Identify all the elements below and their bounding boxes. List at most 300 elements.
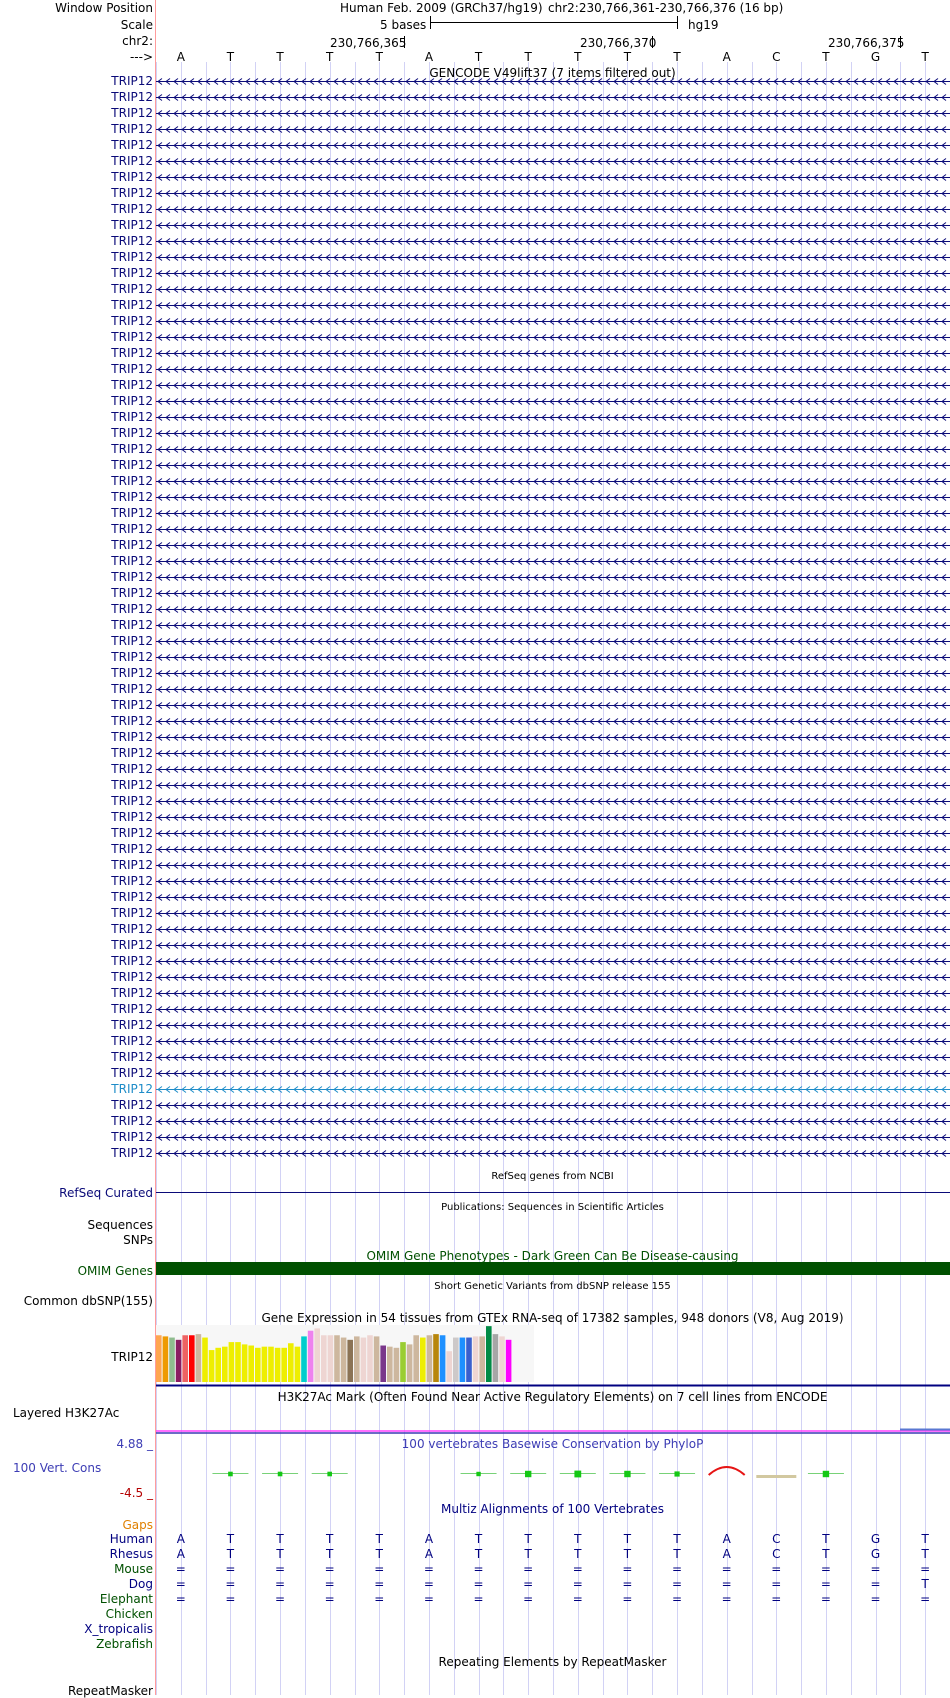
species-label[interactable]: Mouse: [114, 1562, 153, 1576]
alignment-base: T: [226, 1532, 235, 1546]
gene-label[interactable]: TRIP12: [111, 778, 153, 792]
gene-label[interactable]: TRIP12: [111, 234, 153, 248]
gtex-tissue-bar[interactable]: [163, 1336, 169, 1382]
alignment-base: =: [324, 1577, 335, 1591]
gene-track-row[interactable]: [156, 287, 950, 293]
gtex-tissue-bar[interactable]: [400, 1342, 406, 1382]
gene-label[interactable]: TRIP12: [111, 602, 153, 616]
gene-track-row[interactable]: [156, 1087, 950, 1093]
phylop-mark: [756, 1475, 796, 1478]
gtex-tissue-bar[interactable]: [301, 1336, 307, 1382]
base-letter: T: [276, 50, 284, 64]
gene-label[interactable]: TRIP12: [111, 1098, 153, 1112]
gene-track-row[interactable]: [156, 591, 950, 597]
gene-track-row[interactable]: [156, 207, 950, 213]
gene-label[interactable]: TRIP12: [111, 138, 153, 152]
repeatmasker-label[interactable]: RepeatMasker: [67, 1684, 153, 1698]
base-letter: T: [524, 50, 532, 64]
alignment-base: T: [326, 1547, 334, 1561]
gtex-tissue-bar[interactable]: [506, 1340, 512, 1382]
species-label[interactable]: Rhesus: [109, 1547, 153, 1561]
gene-track-row[interactable]: [156, 1103, 950, 1109]
alignment-base: =: [275, 1592, 286, 1606]
alignment-base: =: [920, 1562, 931, 1576]
gene-label[interactable]: TRIP12: [111, 554, 153, 568]
gene-track-row[interactable]: [156, 335, 950, 341]
species-label[interactable]: Zebrafish: [96, 1637, 153, 1651]
gene-track-row[interactable]: [156, 1119, 950, 1125]
tick-label: 230,766,375: [828, 36, 905, 50]
gene-track-row[interactable]: [156, 879, 950, 885]
gtex-tissue-bar[interactable]: [202, 1338, 208, 1382]
gtex-tissue-bar[interactable]: [486, 1326, 492, 1382]
gene-track-row[interactable]: [156, 367, 950, 373]
alignment-base: A: [176, 1547, 185, 1561]
gene-track-row[interactable]: [156, 1023, 950, 1029]
alignment-base: =: [820, 1562, 831, 1576]
gene-track-row[interactable]: [156, 543, 950, 549]
gene-label[interactable]: TRIP12: [111, 682, 153, 696]
gene-label[interactable]: TRIP12: [111, 1050, 153, 1064]
gtex-tissue-bar[interactable]: [433, 1334, 439, 1382]
refseq-label[interactable]: RefSeq Curated: [59, 1186, 153, 1200]
gtex-tissue-bar[interactable]: [182, 1335, 188, 1382]
gene-track-row[interactable]: [156, 1151, 950, 1157]
gene-track-row[interactable]: [156, 575, 950, 581]
gtex-tissue-bar[interactable]: [255, 1348, 261, 1382]
gene-track-row[interactable]: [156, 431, 950, 437]
species-label[interactable]: Human: [109, 1532, 153, 1546]
gene-track-row[interactable]: [156, 351, 950, 357]
gene-label[interactable]: TRIP12: [111, 346, 153, 360]
alignment-base: =: [820, 1592, 831, 1606]
omim-label[interactable]: OMIM Genes: [77, 1264, 153, 1278]
gene-track-row[interactable]: [156, 719, 950, 725]
gene-label[interactable]: TRIP12: [111, 1114, 153, 1128]
gtex-tissue-bar[interactable]: [275, 1348, 281, 1382]
gene-label[interactable]: TRIP12: [111, 458, 153, 472]
gene-label[interactable]: TRIP12: [111, 186, 153, 200]
gene-track-row[interactable]: [156, 383, 950, 389]
gene-track-row[interactable]: [156, 223, 950, 229]
alignment-base: A: [176, 1532, 185, 1546]
alignment-base: T: [921, 1547, 929, 1561]
gtex-tissue-bar[interactable]: [268, 1347, 274, 1382]
gtex-tissue-bar[interactable]: [460, 1338, 466, 1382]
gene-track-row[interactable]: [156, 1007, 950, 1013]
gene-label[interactable]: TRIP12: [111, 586, 153, 600]
gene-track-row[interactable]: [156, 767, 950, 773]
gene-label[interactable]: TRIP12: [111, 394, 153, 408]
base-letter: C: [772, 50, 781, 64]
gene-track-row[interactable]: [156, 911, 950, 917]
gene-label[interactable]: TRIP12: [111, 762, 153, 776]
alignment-base: T: [474, 1532, 483, 1546]
phylop-mark: [525, 1471, 531, 1477]
gene-track-row[interactable]: [156, 751, 950, 757]
gene-label[interactable]: TRIP12: [111, 442, 153, 456]
gene-track-row[interactable]: [156, 623, 950, 629]
gene-track-row[interactable]: [156, 191, 950, 197]
gtex-tissue-bar[interactable]: [493, 1334, 499, 1382]
alignment-base: =: [175, 1592, 186, 1606]
alignment-base: A: [722, 1547, 731, 1561]
gene-label[interactable]: TRIP12: [111, 74, 153, 88]
gtex-tissue-bar[interactable]: [499, 1336, 505, 1382]
gtex-track-title[interactable]: Gene Expression in 54 tissues from GTEx RNA-seq of 17382 samples, 948 donors (V8, Aug 2019): [261, 1311, 844, 1325]
gene-track-row[interactable]: [156, 415, 950, 421]
alignment-base: =: [473, 1577, 484, 1591]
gtex-tissue-bar[interactable]: [413, 1335, 419, 1382]
gene-track-row[interactable]: [156, 159, 950, 165]
gtex-tissue-bar[interactable]: [189, 1335, 195, 1382]
conservation-ymax: 4.88 _: [116, 1437, 153, 1451]
alignment-base: =: [820, 1577, 831, 1591]
window-position-label: Window Position: [55, 1, 153, 15]
chr-label: chr2:: [122, 34, 153, 48]
phylop-mark: [278, 1472, 283, 1477]
multiz-track-title[interactable]: Multiz Alignments of 100 Vertebrates: [440, 1502, 665, 1516]
gene-track-row[interactable]: [156, 111, 950, 117]
gene-label[interactable]: TRIP12: [111, 954, 153, 968]
alignment-base: =: [473, 1562, 484, 1576]
gene-label[interactable]: TRIP12: [111, 714, 153, 728]
strand-label: --->: [129, 50, 153, 64]
gene-track-row[interactable]: [156, 655, 950, 661]
gene-track-row[interactable]: [156, 527, 950, 533]
gene-label[interactable]: TRIP12: [111, 938, 153, 952]
gene-label[interactable]: TRIP12: [111, 314, 153, 328]
alignment-base: =: [572, 1577, 583, 1591]
gtex-tissue-bar[interactable]: [321, 1335, 327, 1382]
alignment-base: T: [574, 1532, 582, 1546]
alignment-base: =: [920, 1592, 931, 1606]
scale-text: 5 bases: [380, 18, 427, 32]
gene-track-row[interactable]: [156, 303, 950, 309]
gtex-tissue-bar[interactable]: [334, 1335, 340, 1382]
gene-label[interactable]: TRIP12: [111, 90, 153, 104]
phylop-mark: [823, 1471, 829, 1477]
gene-label[interactable]: TRIP12: [111, 218, 153, 232]
gene-label[interactable]: TRIP12: [111, 250, 153, 264]
phylop-mark: [228, 1472, 233, 1477]
h3k27ac-label[interactable]: Layered H3K27Ac: [13, 1406, 120, 1420]
h3k27ac-track-title[interactable]: H3K27Ac Mark (Often Found Near Active Regulatory Elements) on 7 cell lines from ENCODE: [277, 1390, 828, 1404]
gene-track-row[interactable]: [156, 639, 950, 645]
gene-track-row[interactable]: [156, 271, 950, 277]
gene-track-row[interactable]: [156, 559, 950, 565]
conservation-track-title[interactable]: 100 vertebrates Basewise Conservation by PhyloP: [401, 1437, 704, 1451]
gene-track-row[interactable]: [156, 143, 950, 149]
alignment-base: G: [870, 1532, 881, 1546]
alignment-base: T: [375, 1547, 383, 1561]
gtex-tissue-bar[interactable]: [215, 1348, 221, 1382]
gtex-tissue-bar[interactable]: [341, 1338, 347, 1382]
gene-label[interactable]: TRIP12: [111, 410, 153, 424]
alignment-base: T: [524, 1532, 532, 1546]
alignment-base: =: [771, 1592, 782, 1606]
alignment-base: =: [523, 1562, 534, 1576]
alignment-base: T: [474, 1547, 483, 1561]
gtex-tissue-bar[interactable]: [328, 1335, 334, 1382]
alignment-base: =: [870, 1562, 881, 1576]
refseq-track-title[interactable]: RefSeq genes from NCBI: [491, 1171, 614, 1182]
alignment-base: A: [722, 1532, 731, 1546]
gtex-tissue-bar[interactable]: [361, 1338, 367, 1382]
alignment-base: =: [870, 1592, 881, 1606]
alignment-base: =: [324, 1592, 335, 1606]
sequences-label[interactable]: Sequences: [87, 1218, 153, 1232]
gene-track-row[interactable]: [156, 1135, 950, 1141]
species-label[interactable]: Elephant: [99, 1592, 153, 1606]
gene-track-row[interactable]: [156, 671, 950, 677]
gtex-tissue-bar[interactable]: [394, 1348, 400, 1382]
gtex-tissue-bar[interactable]: [156, 1335, 162, 1382]
gtex-tissue-bar[interactable]: [308, 1331, 314, 1382]
gene-track-row[interactable]: [156, 175, 950, 181]
gtex-tissue-bar[interactable]: [387, 1347, 393, 1382]
gene-track-row[interactable]: [156, 863, 950, 869]
gene-track-row[interactable]: [156, 1055, 950, 1061]
gtex-tissue-bar[interactable]: [209, 1350, 215, 1382]
gtex-tissue-bar[interactable]: [367, 1335, 373, 1382]
gene-track-row[interactable]: [156, 255, 950, 261]
gtex-tissue-bar[interactable]: [453, 1338, 459, 1382]
gene-track-row[interactable]: [156, 991, 950, 997]
gene-track-row[interactable]: [156, 735, 950, 741]
gene-label[interactable]: TRIP12: [111, 298, 153, 312]
gtex-tissue-bar[interactable]: [176, 1340, 182, 1382]
dbsnp-track-title[interactable]: Short Genetic Variants from dbSNP release 155: [434, 1281, 671, 1292]
gene-track-row[interactable]: [156, 239, 950, 245]
gene-label[interactable]: TRIP12: [111, 874, 153, 888]
alignment-base: =: [572, 1592, 583, 1606]
phylop-mark: [574, 1471, 581, 1478]
gene-track-row[interactable]: [156, 447, 950, 453]
gtex-tissue-bar[interactable]: [229, 1342, 235, 1382]
alignment-base: =: [225, 1577, 236, 1591]
gene-label[interactable]: TRIP12: [111, 1130, 153, 1144]
gene-label[interactable]: TRIP12: [111, 154, 153, 168]
gtex-tissue-bar[interactable]: [380, 1346, 386, 1382]
gene-label[interactable]: TRIP12: [111, 1002, 153, 1016]
alignment-base: =: [771, 1562, 782, 1576]
base-letter: T: [326, 50, 334, 64]
gene-track-row[interactable]: [156, 783, 950, 789]
alignment-base: T: [921, 1577, 929, 1591]
gene-label[interactable]: TRIP12: [111, 826, 153, 840]
gene-label[interactable]: TRIP12: [111, 890, 153, 904]
gene-label[interactable]: TRIP12: [111, 266, 153, 280]
gtex-tissue-bar[interactable]: [479, 1336, 485, 1382]
species-label[interactable]: X_tropicalis: [84, 1622, 153, 1636]
gene-label[interactable]: TRIP12: [111, 1034, 153, 1048]
gene-label[interactable]: TRIP12: [111, 666, 153, 680]
conservation-ymin: -4.5 _: [119, 1486, 153, 1500]
gaps-label: Gaps: [122, 1518, 153, 1532]
gene-label[interactable]: TRIP12: [111, 426, 153, 440]
gtex-tissue-bar[interactable]: [222, 1347, 228, 1382]
base-letter: T: [375, 50, 383, 64]
gene-track-row[interactable]: [156, 895, 950, 901]
alignment-base: =: [423, 1592, 434, 1606]
alignment-base: =: [622, 1562, 633, 1576]
gene-label[interactable]: TRIP12: [111, 378, 153, 392]
alignment-base: =: [374, 1592, 385, 1606]
gene-label[interactable]: TRIP12: [111, 570, 153, 584]
alignment-base: T: [276, 1547, 284, 1561]
gene-label[interactable]: TRIP12: [111, 538, 153, 552]
gene-label[interactable]: TRIP12: [111, 858, 153, 872]
gene-track-row[interactable]: [156, 847, 950, 853]
gtex-tissue-bar[interactable]: [196, 1334, 202, 1382]
gene-label[interactable]: TRIP12: [111, 810, 153, 824]
gene-track-row[interactable]: [156, 831, 950, 837]
species-label[interactable]: Dog: [128, 1577, 153, 1591]
gtex-tissue-bar[interactable]: [407, 1344, 413, 1382]
gtex-tissue-bar[interactable]: [295, 1347, 301, 1382]
base-letter: T: [226, 50, 235, 64]
gene-track-row[interactable]: [156, 959, 950, 965]
alignment-base: T: [524, 1547, 532, 1561]
gtex-tissue-bar[interactable]: [420, 1338, 426, 1382]
gene-label[interactable]: TRIP12: [111, 986, 153, 1000]
gene-label[interactable]: TRIP12: [111, 634, 153, 648]
gene-label[interactable]: TRIP12: [111, 698, 153, 712]
alignment-base: =: [672, 1562, 683, 1576]
species-label[interactable]: Chicken: [105, 1607, 153, 1621]
gtex-tissue-bar[interactable]: [466, 1338, 472, 1382]
base-letter: A: [176, 50, 185, 64]
alignment-base: C: [772, 1532, 781, 1546]
alignment-base: T: [623, 1547, 632, 1561]
gene-track-row[interactable]: [156, 463, 950, 469]
gene-track-row[interactable]: [156, 703, 950, 709]
gtex-tissue-bar[interactable]: [440, 1335, 446, 1382]
gene-label[interactable]: TRIP12: [111, 330, 153, 344]
alignment-base: =: [374, 1577, 385, 1591]
tick-label: 230,766,365: [330, 36, 407, 50]
alignment-base: =: [423, 1562, 434, 1576]
position-text[interactable]: chr2:230,766,361-230,766,376 (16 bp): [548, 1, 784, 15]
gene-label[interactable]: TRIP12: [111, 474, 153, 488]
gtex-label[interactable]: TRIP12: [111, 1350, 153, 1364]
gene-label[interactable]: TRIP12: [111, 1082, 153, 1096]
gene-label[interactable]: TRIP12: [111, 122, 153, 136]
gene-label[interactable]: TRIP12: [111, 522, 153, 536]
gene-label[interactable]: TRIP12: [111, 730, 153, 744]
gene-label[interactable]: TRIP12: [111, 106, 153, 120]
gene-track-row[interactable]: [156, 975, 950, 981]
alignment-base: =: [225, 1592, 236, 1606]
gene-label[interactable]: TRIP12: [111, 282, 153, 296]
gene-track-row[interactable]: [156, 95, 950, 101]
gtex-tissue-bar[interactable]: [473, 1336, 479, 1382]
alignment-base: T: [326, 1532, 334, 1546]
gene-label[interactable]: TRIP12: [111, 970, 153, 984]
gtex-tissue-bar[interactable]: [374, 1336, 380, 1382]
gtex-tissue-bar[interactable]: [446, 1351, 452, 1382]
gene-track-row[interactable]: [156, 399, 950, 405]
gene-label[interactable]: TRIP12: [111, 794, 153, 808]
snps-label[interactable]: SNPs: [123, 1233, 153, 1247]
gene-label[interactable]: TRIP12: [111, 1018, 153, 1032]
gene-label[interactable]: TRIP12: [111, 1146, 153, 1160]
publications-track-title[interactable]: Publications: Sequences in Scientific Articles: [441, 1202, 664, 1213]
base-letter: G: [870, 50, 881, 64]
base-letter: A: [722, 50, 731, 64]
gtex-tissue-bar[interactable]: [248, 1346, 254, 1382]
gencode-track-title[interactable]: GENCODE V49lift37 (7 items filtered out): [429, 66, 676, 80]
tick-label: 230,766,370: [580, 36, 657, 50]
base-letter: T: [474, 50, 483, 64]
db-text: hg19: [688, 18, 719, 32]
gene-label[interactable]: TRIP12: [111, 506, 153, 520]
gene-label[interactable]: TRIP12: [111, 1066, 153, 1080]
gtex-tissue-bar[interactable]: [169, 1338, 175, 1382]
gtex-tissue-bar[interactable]: [427, 1335, 433, 1382]
gene-track-row[interactable]: [156, 607, 950, 613]
gene-track-row[interactable]: [156, 1039, 950, 1045]
gene-label[interactable]: TRIP12: [111, 650, 153, 664]
phylop-mark: [327, 1472, 332, 1477]
gene-label[interactable]: TRIP12: [111, 170, 153, 184]
gene-track-row[interactable]: [156, 799, 950, 805]
gene-label[interactable]: TRIP12: [111, 746, 153, 760]
gene-label[interactable]: TRIP12: [111, 842, 153, 856]
gene-label[interactable]: TRIP12: [111, 362, 153, 376]
gene-track-row[interactable]: [156, 127, 950, 133]
alignment-base: =: [622, 1577, 633, 1591]
gene-track-row[interactable]: [156, 479, 950, 485]
gene-label[interactable]: TRIP12: [111, 922, 153, 936]
alignment-base: T: [822, 1532, 830, 1546]
gtex-tissue-bar[interactable]: [262, 1347, 268, 1382]
gtex-tissue-bar[interactable]: [288, 1343, 294, 1382]
gene-track-row[interactable]: [156, 687, 950, 693]
base-letter: T: [673, 50, 681, 64]
gene-track-row[interactable]: [156, 815, 950, 821]
conservation-label[interactable]: 100 Vert. Cons: [13, 1461, 102, 1475]
gene-track-row[interactable]: [156, 511, 950, 517]
gtex-tissue-bar[interactable]: [242, 1344, 248, 1382]
alignment-base: =: [672, 1592, 683, 1606]
alignment-base: =: [721, 1592, 732, 1606]
dbsnp-label[interactable]: Common dbSNP(155): [23, 1294, 153, 1308]
gtex-tissue-bar[interactable]: [281, 1348, 287, 1382]
gtex-tissue-bar[interactable]: [235, 1342, 241, 1382]
gene-track-row[interactable]: [156, 319, 950, 325]
omim-track-title[interactable]: OMIM Gene Phenotypes - Dark Green Can Be Disease-causing: [366, 1249, 739, 1263]
gene-label[interactable]: TRIP12: [111, 906, 153, 920]
omim-gene-bar[interactable]: [156, 1262, 950, 1275]
alignment-base: T: [822, 1547, 830, 1561]
gene-label[interactable]: TRIP12: [111, 618, 153, 632]
gtex-tissue-bar[interactable]: [347, 1340, 353, 1382]
gtex-tissue-bar[interactable]: [354, 1336, 360, 1382]
gene-track-row[interactable]: [156, 943, 950, 949]
gene-track-row[interactable]: [156, 1071, 950, 1077]
gene-label[interactable]: TRIP12: [111, 202, 153, 216]
repeatmasker-track-title[interactable]: Repeating Elements by RepeatMasker: [438, 1655, 667, 1669]
gene-track-row[interactable]: [156, 495, 950, 501]
gene-label[interactable]: TRIP12: [111, 490, 153, 504]
alignment-base: =: [721, 1562, 732, 1576]
alignment-base: =: [473, 1592, 484, 1606]
gtex-tissue-bar[interactable]: [314, 1328, 320, 1382]
gene-track-row[interactable]: [156, 927, 950, 933]
alignment-base: =: [622, 1592, 633, 1606]
